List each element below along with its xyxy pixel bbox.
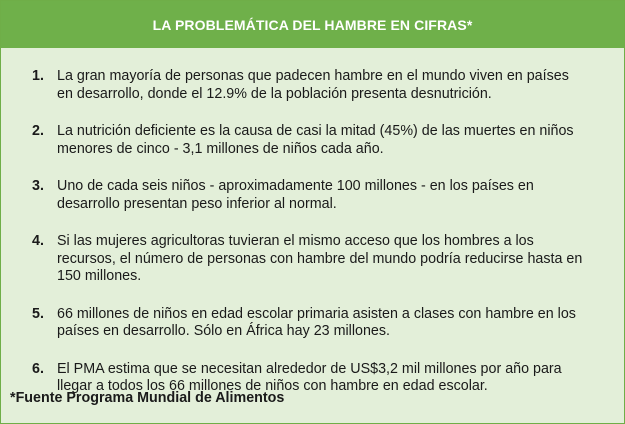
fact-text: La nutrición deficiente es la causa de casi la mitad (45%) de las muertes en niños menores de cinco - 3,1 millones de niños cada año. — [57, 123, 574, 157]
fact-text: 66 millones de niños en edad escolar primaria asisten a clases con hambre en los países en desarrollo. Sólo en África hay 23 millones. — [57, 305, 576, 339]
fact-text: Si las mujeres agricultoras tuvieran el mismo acceso que los hombres a los recursos, el número de personas con hambre del mundo podría reducirse hasta en 150 millones. — [57, 233, 583, 284]
source-footnote: *Fuente Programa Mundial de Alimentos — [10, 390, 285, 406]
fact-number: 6. — [32, 360, 44, 377]
fact-item-3 — [1, 178, 624, 213]
fact-text: Uno de cada seis niños - aproximadamente 100 millones - en los países en desarrollo presentan peso inferior al normal. — [57, 178, 534, 212]
fact-number: 2. — [32, 123, 44, 139]
fact-text: El PMA estima que se necesitan alrededor de US$3,2 mil millones por año para llegar a todos los 66 millones de niños con hambre en edad escolar. — [57, 360, 562, 394]
fact-item-2 — [1, 123, 624, 158]
fact-number: 3. — [32, 178, 44, 194]
fact-number: 5. — [32, 305, 44, 322]
facts-list — [1, 68, 624, 416]
fact-item-4 — [1, 233, 624, 286]
fact-number: 1. — [32, 68, 44, 84]
fact-text: La gran mayoría de personas que padecen hambre en el mundo viven en países en desarrollo, donde el 12.9% de la población presenta desnutrición. — [57, 68, 569, 102]
fact-item-5 — [1, 306, 624, 341]
fact-item-1 — [1, 68, 624, 103]
fact-number: 4. — [32, 233, 44, 249]
panel-title: LA PROBLEMÁTICA DEL HAMBRE EN CIFRAS* — [1, 1, 624, 48]
